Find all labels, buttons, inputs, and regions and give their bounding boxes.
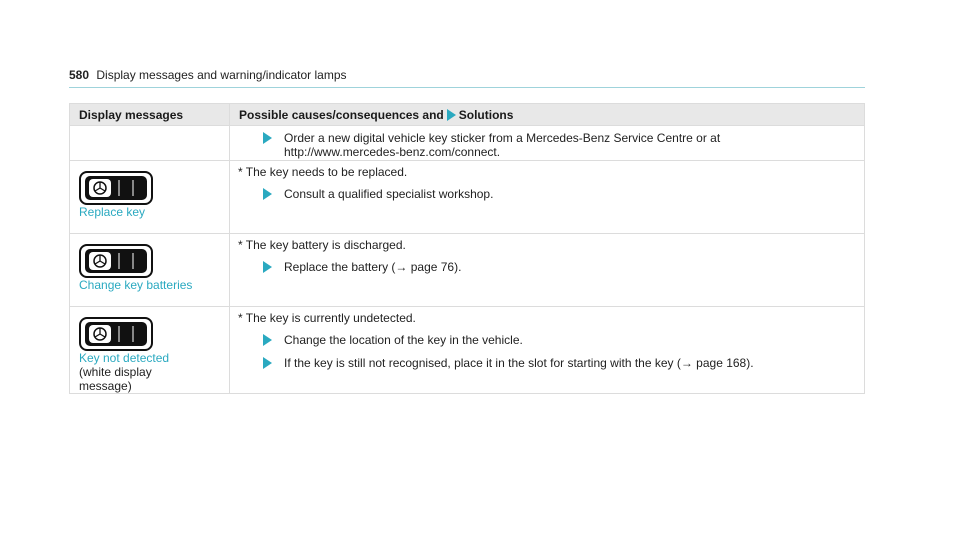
column-header-messages: Display messages (70, 104, 230, 126)
solution-step: Consult a qualified specialist workshop. (230, 187, 864, 201)
column-header-solutions: Possible causes/consequences and Solutions (230, 104, 865, 126)
message-cell (70, 126, 230, 161)
display-message-label: Change key batteries (79, 278, 193, 292)
solution-arrow-icon (263, 261, 272, 273)
solution-step: Replace the battery (→ page 76). (230, 260, 864, 274)
table-header-row (70, 104, 865, 126)
solution-cell (230, 161, 865, 234)
display-messages-table (69, 103, 865, 394)
car-key-icon (79, 317, 153, 351)
solution-arrow-icon (263, 357, 272, 369)
message-cell (70, 234, 230, 307)
solution-arrow-icon (263, 334, 272, 346)
message-cell (70, 307, 230, 394)
table-row (70, 307, 865, 394)
solution-step: If the key is still not recognised, place it in the slot for starting with the key (→ page 168). (230, 356, 864, 370)
solution-cell (230, 307, 865, 394)
page-header (69, 68, 347, 82)
table-row (70, 234, 865, 307)
solution-arrow-icon (263, 188, 272, 200)
solution-step: Order a new digital vehicle key sticker from a Mercedes-Benz Service Centre or at http://www.mercedes-benz.com/connect. (230, 131, 864, 159)
table-row (70, 161, 865, 234)
solution-cell (230, 126, 865, 161)
solution-cell (230, 234, 865, 307)
car-key-icon (79, 244, 153, 278)
cause-text: * The key is currently undetected. (238, 311, 416, 325)
solution-arrow-icon (447, 109, 456, 121)
solution-arrow-icon (263, 132, 272, 144)
page-title: Display messages and warning/indicator lamps (96, 68, 347, 82)
display-message-label: Key not detected (white display message) (79, 351, 170, 393)
page-number: 580 (69, 68, 90, 82)
cause-text: * The key battery is discharged. (238, 238, 406, 252)
solution-step: Change the location of the key in the vehicle. (230, 333, 864, 347)
message-cell (70, 161, 230, 234)
table-row (70, 126, 865, 161)
cause-text: * The key needs to be replaced. (238, 165, 408, 179)
display-message-note: (white display message) (79, 365, 152, 393)
display-message-label: Replace key (79, 205, 146, 219)
header-divider (69, 87, 865, 88)
car-key-icon (79, 171, 153, 205)
